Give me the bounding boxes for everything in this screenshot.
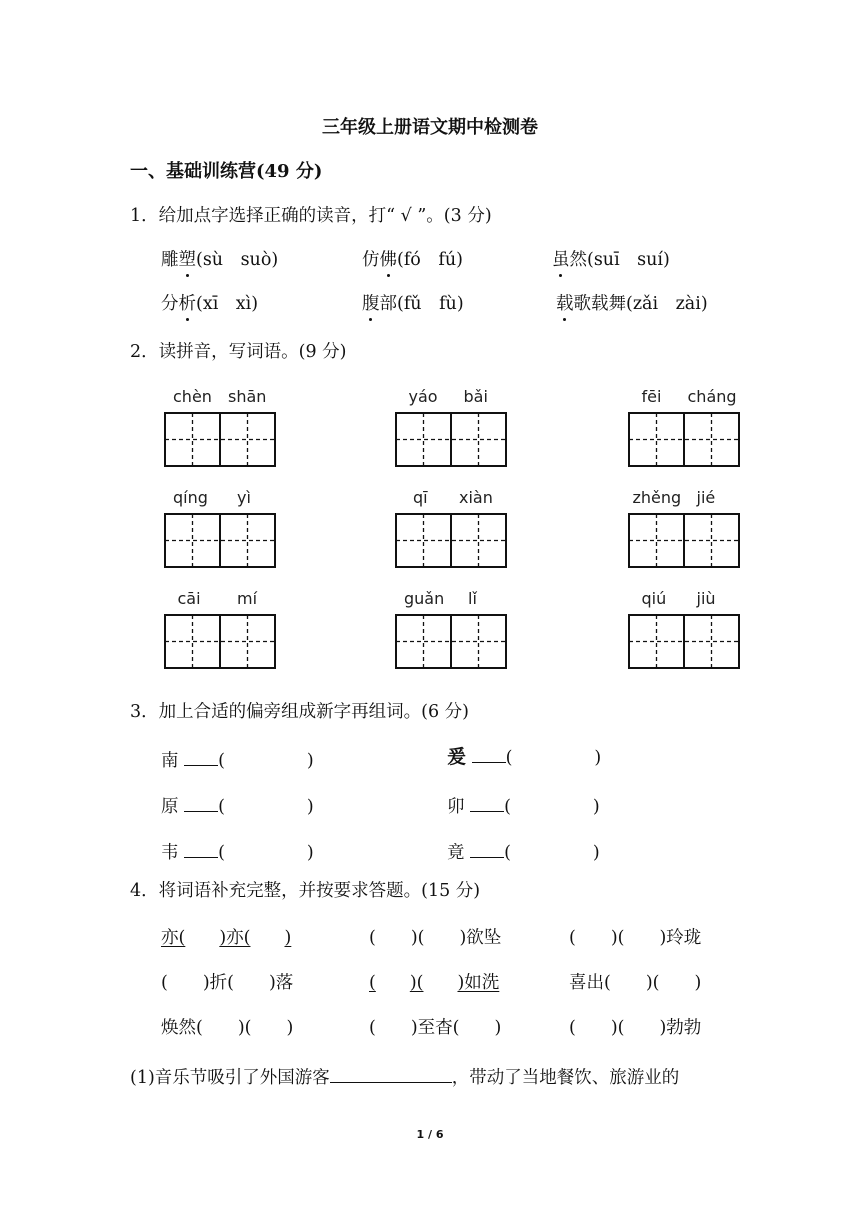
q1-item-4: 分析(xī xì) [161, 294, 259, 314]
pinyin-syllable: cháng [687, 387, 737, 406]
pinyin-syllable: xiàn [459, 488, 493, 507]
pinyin-syllable: zhěng [632, 488, 682, 507]
answer-blank[interactable] [184, 749, 218, 766]
pinyin-syllable: lǐ [468, 589, 477, 608]
q4-idiom-1: 亦( )亦( ) [161, 928, 292, 948]
section-heading-1: 一、基础训练营(49 分) [130, 161, 323, 182]
pinyin-syllable: yì [237, 488, 251, 507]
pinyin-syllable: shān [228, 387, 267, 406]
q3-item-4: 卯 ( ) [447, 797, 600, 817]
character-writing-box[interactable] [395, 412, 505, 465]
pinyin-syllable: jiù [696, 589, 716, 608]
pinyin-syllable: yáo [408, 387, 438, 406]
q4-idiom-3: ( )( )玲珑 [569, 928, 702, 948]
character-writing-box[interactable] [164, 614, 274, 667]
page-title: 三年级上册语文期中检测卷 [322, 117, 538, 138]
q1-item-3: 虽然(suī suí) [552, 250, 670, 270]
q1-item-2: 仿佛(fó fú) [362, 250, 463, 270]
answer-blank[interactable] [330, 1066, 452, 1083]
q4-idiom-8: ( )至杳( ) [369, 1018, 502, 1038]
pinyin-syllable: guǎn [404, 589, 445, 608]
character-writing-box[interactable] [164, 412, 274, 465]
q1-item-5: 腹部(fǔ fù) [362, 294, 464, 314]
character-writing-box[interactable] [395, 614, 505, 667]
page-number: 1 / 6 [416, 1128, 444, 1141]
character-writing-box[interactable] [164, 513, 274, 566]
answer-blank[interactable] [470, 795, 504, 812]
answer-blank[interactable] [470, 841, 504, 858]
pinyin-syllable: fēi [641, 387, 662, 406]
pinyin-syllable: cāi [177, 589, 201, 608]
answer-blank[interactable] [472, 746, 506, 763]
character-writing-box[interactable] [628, 412, 738, 465]
q1-item-6: 载歌载舞(zǎi zài) [556, 294, 708, 314]
q3-item-1: 南 ( ) [161, 751, 314, 771]
q3-item-3: 原 ( ) [161, 797, 314, 817]
character-writing-box[interactable] [628, 513, 738, 566]
q3-item-2: 爰 ( ) [447, 746, 602, 768]
answer-blank[interactable] [184, 795, 218, 812]
answer-blank[interactable] [184, 841, 218, 858]
pinyin-syllable: qiú [641, 589, 667, 608]
question-3-label: 3．加上合适的偏旁组成新字再组词。(6 分) [130, 702, 469, 722]
q4-idiom-6: 喜出( )( ) [569, 973, 702, 993]
q1-item-1: 雕塑(sù suò) [161, 250, 279, 270]
question-4-label: 4．将词语补充完整，并按要求答题。(15 分) [130, 881, 481, 901]
pinyin-syllable: bǎi [463, 387, 488, 406]
q4-idiom-7: 焕然( )( ) [161, 1018, 294, 1038]
q4-sub-question-1: (1)音乐节吸引了外国游客 ，带动了当地餐饮、旅游业的 [130, 1068, 680, 1088]
q4-idiom-2: ( )( )欲坠 [369, 928, 502, 948]
q4-idiom-5: ( )( )如洗 [369, 973, 500, 993]
character-writing-box[interactable] [395, 513, 505, 566]
q3-item-5: 韦 ( ) [161, 843, 314, 863]
pinyin-syllable: chèn [173, 387, 212, 406]
question-2-label: 2．读拼音，写词语。(9 分) [130, 342, 347, 362]
q3-item-6: 竟 ( ) [447, 843, 600, 863]
pinyin-syllable: qī [413, 488, 428, 507]
pinyin-syllable: mí [237, 589, 258, 608]
pinyin-syllable: qíng [173, 488, 208, 507]
q4-idiom-9: ( )( )勃勃 [569, 1018, 702, 1038]
pinyin-syllable: jié [696, 488, 716, 507]
q4-idiom-4: ( )折( )落 [161, 973, 294, 993]
character-writing-box[interactable] [628, 614, 738, 667]
question-1-label: 1．给加点字选择正确的读音，打“ √ ”。(3 分) [130, 206, 492, 226]
